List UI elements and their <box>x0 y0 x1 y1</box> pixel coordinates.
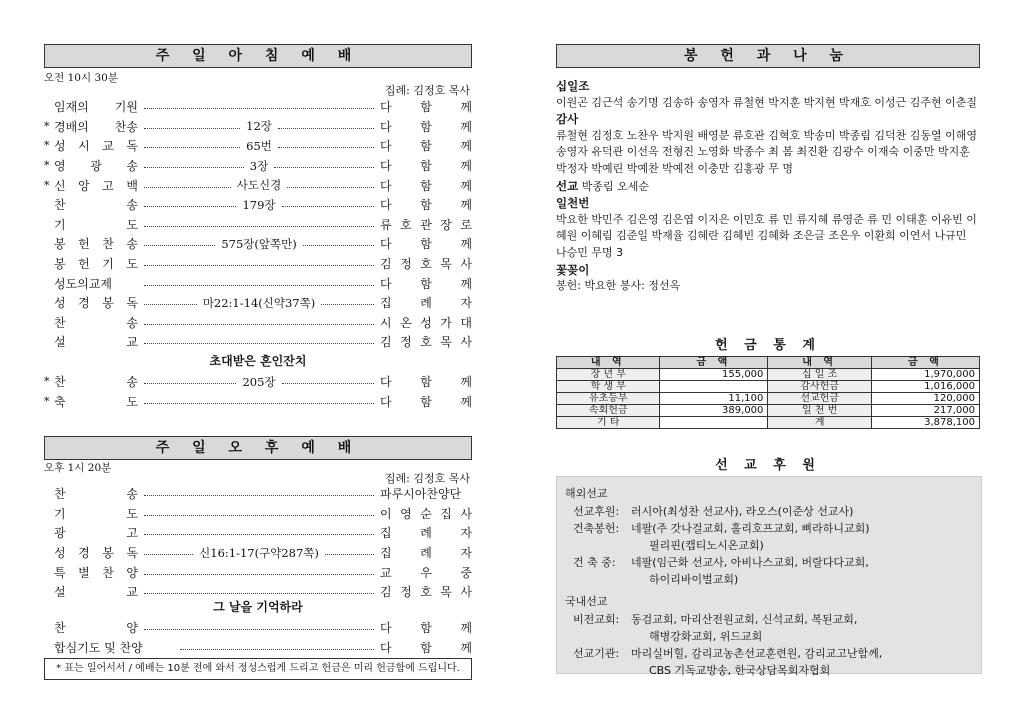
standing-mark: * <box>44 375 50 389</box>
order-row <box>44 504 472 524</box>
morning-sermon-title: 초대받은 혼인잔치 <box>209 354 307 368</box>
order-item-name: 설 교 <box>54 585 138 600</box>
dotted-leader <box>321 304 374 305</box>
order-item-detail: 575장(앞쪽만) <box>221 236 297 251</box>
order-item-detail: 신16:1-17(구약287쪽) <box>199 545 319 560</box>
order-item-leader: 다 함 께 <box>380 276 472 291</box>
stats-amount-cell: 120,000 <box>871 393 979 405</box>
stats-amount-cell: 155,000 <box>660 369 768 381</box>
dotted-leader <box>278 147 374 148</box>
stats-label-cell: 장 년 부 <box>557 369 660 381</box>
afternoon-closing-list <box>44 618 472 657</box>
order-item-leader: 다 함 께 <box>380 621 472 636</box>
order-item-name: 영 광 송 <box>54 159 138 174</box>
order-row <box>44 234 472 254</box>
order-item-detail: 179장 <box>242 197 276 212</box>
dotted-leader <box>144 343 374 344</box>
order-item-detail: 사도신경 <box>236 178 282 193</box>
order-row <box>44 372 472 392</box>
order-item-name: 찬 송 <box>54 487 138 502</box>
order-item-detail: 65번 <box>246 138 272 153</box>
dotted-leader <box>144 265 374 266</box>
order-item-name: 광 고 <box>54 526 138 541</box>
offering-names: 이원곤 김근석 송기명 김송하 송영자 류철현 박지훈 박지현 박재호 이성근 김주현 이춘질 <box>556 95 977 109</box>
order-item-leader: 다 함 께 <box>380 640 472 655</box>
dotted-leader <box>144 226 374 227</box>
order-item-leader: 이 영 순 집 사 <box>380 506 472 521</box>
dotted-leader <box>144 403 374 404</box>
mission-item-text: 마리실버힐, 감리교농촌선교훈련원, 감리교고난함께, <box>631 647 883 660</box>
order-item-leader: 파루시아찬양단 <box>380 487 462 502</box>
stats-label-cell: 기 타 <box>557 417 660 429</box>
afternoon-time: 오후 1시 20분 <box>44 462 112 474</box>
mission-item-text: 네팔(임근화 선교사, 아비나스교회, 버랄다다교회, <box>631 556 869 569</box>
dotted-leader <box>144 515 374 516</box>
dotted-leader <box>325 554 374 555</box>
order-row <box>44 392 472 412</box>
order-row <box>44 254 472 274</box>
order-item-name: 찬 송 <box>54 375 138 390</box>
stats-header-cell: 금 액 <box>660 357 768 369</box>
order-row <box>44 97 472 117</box>
mission-item-text: 네팔(주 갓나걸교회, 훌리호프교회, 삐라하니교회) <box>631 522 870 535</box>
order-item-name: 봉 헌 기 도 <box>54 257 138 272</box>
dotted-leader <box>144 383 236 384</box>
stats-amount-cell: 217,000 <box>871 405 979 417</box>
dotted-leader <box>278 128 374 129</box>
order-row <box>44 484 472 504</box>
order-item-leader: 다 함 께 <box>380 159 472 174</box>
afternoon-sermon-title: 그 날을 기억하라 <box>213 600 303 614</box>
dotted-leader <box>144 128 240 129</box>
order-item-name: 성 시 교 독 <box>54 139 138 154</box>
stats-header-cell: 금 액 <box>871 357 979 369</box>
order-item-name: 성 경 봉 독 <box>54 296 138 311</box>
dotted-leader <box>144 285 374 286</box>
dotted-leader <box>144 593 374 594</box>
stats-amount-cell: 3,878,100 <box>871 417 979 429</box>
offering-category: 감사 <box>556 112 579 127</box>
morning-service-header: 주 일 아 침 예 배 <box>44 44 472 68</box>
order-row <box>44 175 472 195</box>
order-item-leader: 다 함 께 <box>380 198 472 213</box>
dotted-leader <box>274 167 374 168</box>
stats-label-cell: 일 천 번 <box>768 405 871 417</box>
order-item-leader: 다 함 께 <box>380 237 473 252</box>
order-item-leader: 김 정 호 목 사 <box>380 335 472 350</box>
offering-section <box>556 178 980 196</box>
dotted-leader <box>282 383 374 384</box>
order-item-name: 찬 송 <box>54 198 138 213</box>
offering-category: 일천번 <box>556 196 590 211</box>
order-row <box>44 543 472 563</box>
mission-group-label: 해외선교 <box>565 487 608 500</box>
offering-header: 봉 헌 과 나 눔 <box>556 44 980 68</box>
mission-item-label: 선교기관: <box>573 647 620 660</box>
order-item-leader: 집 례 자 <box>380 296 473 311</box>
order-item-leader: 류 호 관 장 로 <box>380 217 472 232</box>
mission-item-text: 동검교회, 마리산전원교회, 신석교회, 복된교회, <box>631 613 858 626</box>
offering-category: 선교 <box>556 178 579 193</box>
offering-names: 류철현 김정호 노찬우 박지원 배영분 류호관 김혁호 박송미 박종림 김덕찬 김동열 이해영 송영자 유덕관 이선옥 전형진 노영화 박종수 최 봄 최진환 김광수 이재숙 이중만 박지훈 박정자 박예린 박예찬 박예전 이충만 김홍광 무 명 <box>556 128 977 175</box>
order-row <box>44 215 472 235</box>
order-item-leader: 다 함 께 <box>380 394 472 409</box>
morning-presider: 집례: 김정호 목사 <box>384 84 470 97</box>
order-item-leader: 다 함 께 <box>380 178 472 193</box>
order-item-leader: 교 우 중 <box>380 565 472 580</box>
dotted-leader <box>282 206 374 207</box>
stats-row <box>557 393 980 405</box>
morning-closing-list <box>44 372 472 411</box>
order-row <box>44 273 472 293</box>
order-item-leader: 김 정 호 목 사 <box>380 585 472 600</box>
standing-mark: * <box>44 119 50 133</box>
mission-group-label: 국내선교 <box>565 595 608 608</box>
order-item-name: 축 도 <box>54 394 138 409</box>
order-item-name: 기 도 <box>54 506 138 521</box>
order-row <box>44 293 472 313</box>
order-item-name: 신 앙 고 백 <box>54 178 138 193</box>
order-item-name: 성 경 봉 독 <box>54 546 138 561</box>
offering-category: 십일조 <box>556 79 590 93</box>
afternoon-service-header: 주 일 오 후 예 배 <box>44 436 472 460</box>
stats-label-cell: 감사헌금 <box>768 381 871 393</box>
dotted-leader <box>287 187 374 188</box>
order-item-name: 찬 양 <box>54 621 138 636</box>
stats-row <box>557 381 980 393</box>
mission-item-label: 건축봉헌: <box>573 522 620 535</box>
dotted-leader <box>144 495 374 496</box>
order-item-name: 임재의 기원 <box>54 100 138 115</box>
standing-mark: * <box>44 139 50 153</box>
order-item-leader: 김 정 호 목 사 <box>380 257 472 272</box>
order-item-name: 경배의 찬송 <box>54 119 138 134</box>
offering-list <box>556 78 980 295</box>
stats-title: 헌 금 통 계 <box>715 338 821 353</box>
mission-item-label: 선교후원: <box>573 505 620 518</box>
dotted-leader <box>144 554 193 555</box>
offering-names: 봉헌: 박요한 봉사: 정선옥 <box>556 279 681 293</box>
offering-stats-table <box>556 356 980 429</box>
dotted-leader <box>144 108 374 109</box>
order-row <box>44 332 472 352</box>
standing-mark: * <box>44 159 50 173</box>
offering-names: 박요한 박민주 김은영 김은엽 이지은 이민호 류 민 류지혜 류영준 류 민 이태훈 이유빈 이혜원 이혜림 김준일 박재율 김혜란 김혜빈 김혜화 조은글 조은우 이환희 이연서 나규민 나승민 무명 3 <box>556 212 977 259</box>
order-item-detail: 12장 <box>246 119 272 134</box>
stats-label-cell: 유초등부 <box>557 393 660 405</box>
order-row <box>44 136 472 156</box>
order-item-detail: 205장 <box>242 374 276 389</box>
order-row <box>44 618 472 638</box>
footer-note: * 표는 일어서서 / 예배는 10분 전에 와서 정성스럽게 드리고 헌금은 미리 헌금함에 드립니다. <box>44 658 472 680</box>
stats-amount-cell: 1,970,000 <box>871 369 979 381</box>
stats-amount-cell <box>660 417 768 429</box>
dotted-leader <box>144 147 240 148</box>
mission-item-text: 필리핀(캡티노시온교회) <box>649 539 764 552</box>
standing-mark: * <box>44 394 50 408</box>
order-item-name: 봉 헌 찬 송 <box>54 237 138 252</box>
mission-title: 선 교 후 원 <box>715 458 821 473</box>
offering-category: 꽃꽂이 <box>556 262 590 277</box>
afternoon-order-list <box>44 484 472 602</box>
stats-row <box>557 369 980 381</box>
mission-item-label: 건 축 중: <box>573 556 616 569</box>
dotted-leader <box>180 649 374 650</box>
order-item-leader: 다 함 께 <box>380 139 472 154</box>
stats-amount-cell: 389,000 <box>660 405 768 417</box>
stats-amount-cell: 1,016,000 <box>871 381 979 393</box>
morning-order-list <box>44 97 472 352</box>
stats-label-cell: 십 일 조 <box>768 369 871 381</box>
stats-label-cell: 계 <box>768 417 871 429</box>
order-item-leader: 집 례 자 <box>380 526 472 541</box>
dotted-leader <box>144 324 374 325</box>
dotted-leader <box>144 167 244 168</box>
dotted-leader <box>144 304 197 305</box>
order-item-leader: 다 함 께 <box>380 375 472 390</box>
stats-label-cell: 속회헌금 <box>557 405 660 417</box>
order-item-name: 기 도 <box>54 217 138 232</box>
order-item-name: 설 교 <box>54 335 138 350</box>
dotted-leader <box>144 629 374 630</box>
order-item-name: 합심기도 및 찬양 <box>54 640 143 655</box>
order-item-detail: 3장 <box>249 158 269 173</box>
mission-item-text: 러시아(최성찬 선교사), 라오스(이준상 선교사) <box>631 505 854 518</box>
dotted-leader <box>144 534 374 535</box>
order-item-detail: 마22:1-14(신약37쪽) <box>202 295 316 310</box>
order-item-name: 성도의교제 <box>54 276 112 291</box>
offering-names: 박종림 오세순 <box>581 179 649 193</box>
mission-item-text: 하이리바이벌교회) <box>649 573 739 586</box>
afternoon-presider: 집례: 김정호 목사 <box>384 472 470 485</box>
order-row <box>44 313 472 333</box>
order-row <box>44 117 472 137</box>
order-row <box>44 523 472 543</box>
stats-label-cell: 학 생 부 <box>557 381 660 393</box>
order-row <box>44 195 472 215</box>
dotted-leader <box>144 574 374 575</box>
stats-amount-cell <box>660 381 768 393</box>
morning-time: 오전 10시 30분 <box>44 72 118 84</box>
stats-header-cell: 내 역 <box>768 357 871 369</box>
stats-row <box>557 417 980 429</box>
order-item-leader: 집 례 자 <box>380 546 473 561</box>
mission-item-label: 비전교회: <box>573 613 620 626</box>
order-item-leader: 다 함 께 <box>380 100 472 115</box>
stats-amount-cell: 11,100 <box>660 393 768 405</box>
stats-header-cell: 내 역 <box>557 357 660 369</box>
stats-label-cell: 선교헌금 <box>768 393 871 405</box>
dotted-leader <box>303 245 374 246</box>
order-item-name: 특 별 찬 양 <box>54 565 138 580</box>
order-item-leader: 다 함 께 <box>380 119 472 134</box>
order-item-leader: 시 온 성 가 대 <box>380 315 472 330</box>
standing-mark: * <box>44 178 50 192</box>
order-row <box>44 156 472 176</box>
mission-item-text: CBS 기독교방송, 한국상담목회자협회 <box>649 664 831 677</box>
order-item-name: 찬 송 <box>54 315 138 330</box>
mission-item-text: 해병강화교회, 위드교회 <box>649 630 763 643</box>
dotted-leader <box>144 245 215 246</box>
mission-support-box <box>556 476 982 677</box>
stats-row <box>557 405 980 417</box>
dotted-leader <box>144 187 231 188</box>
order-row <box>44 562 472 582</box>
dotted-leader <box>144 206 236 207</box>
order-row <box>44 638 472 658</box>
